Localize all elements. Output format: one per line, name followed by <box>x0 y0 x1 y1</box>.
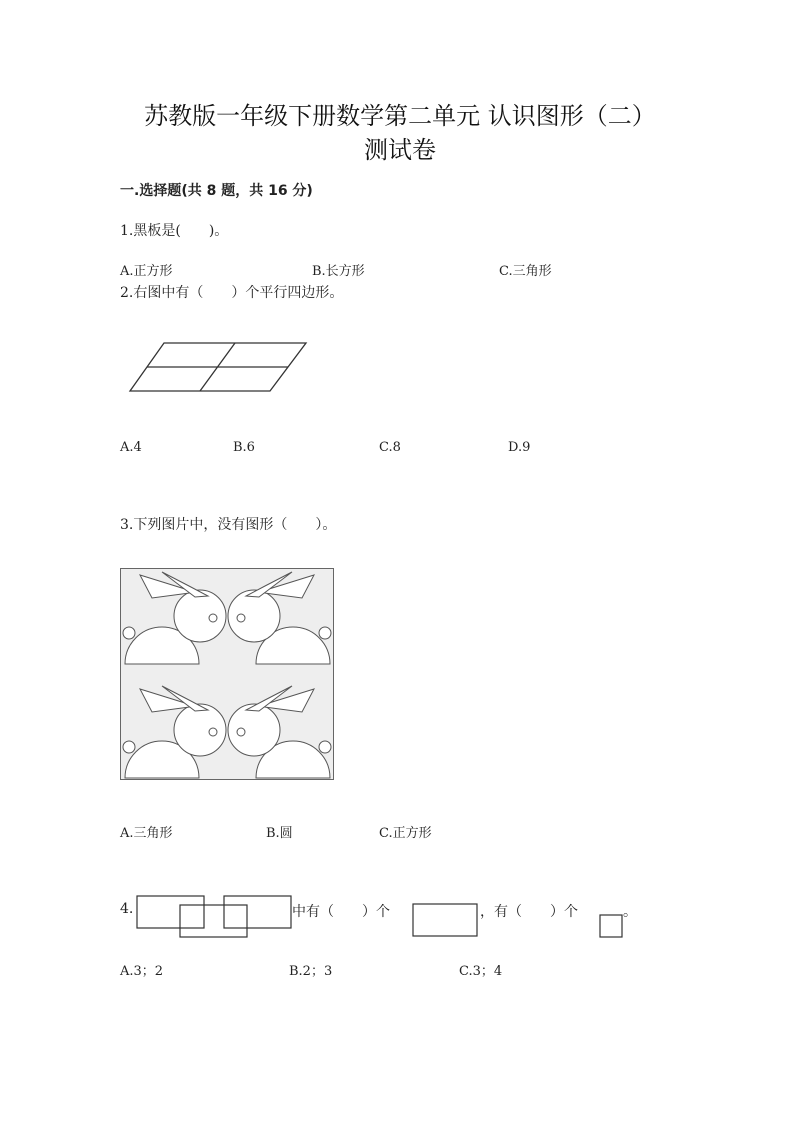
parallelogram-figure <box>128 340 308 394</box>
question-3-text: 3.下列图片中，没有图形（ ）。 <box>120 517 337 533</box>
question-1-text: 1.黑板是( )。 <box>120 223 229 239</box>
doc-title-line2: 测试卷 <box>364 136 436 164</box>
q2-option-b: B.6 <box>233 440 255 455</box>
q1-option-a: A.正方形 <box>120 264 173 279</box>
doc-title-line1: 苏教版一年级下册数学第二单元 认识图形（二） <box>144 102 656 130</box>
section-heading: 一.选择题(共 8 题，共 16 分) <box>120 183 313 199</box>
q3-option-c: C.正方形 <box>379 826 432 841</box>
rabbit-pattern-figure <box>120 568 334 780</box>
q3-option-b: B.圆 <box>266 826 293 841</box>
square-shape <box>599 914 623 938</box>
question-2-text: 2.右图中有（ ）个平行四边形。 <box>120 285 344 301</box>
question-4-end: 。 <box>623 904 637 920</box>
q3-option-a: A.三角形 <box>120 826 173 841</box>
question-4-mid2: ，有（ ）个 <box>480 904 578 920</box>
q1-option-c: C.三角形 <box>499 264 552 279</box>
q2-option-d: D.9 <box>508 440 531 455</box>
question-4-mid1: 中有（ ）个 <box>292 904 390 920</box>
q2-option-c: C.8 <box>379 440 401 455</box>
q1-option-b: B.长方形 <box>312 264 365 279</box>
question-4-prefix: 4. <box>120 901 134 917</box>
q2-option-a: A.4 <box>120 440 142 455</box>
q4-option-c: C.3；4 <box>459 964 503 979</box>
overlapping-rectangles-figure <box>136 895 292 940</box>
q4-option-a: A.3；2 <box>120 964 164 979</box>
rectangle-shape <box>412 903 478 937</box>
q4-option-b: B.2；3 <box>289 964 333 979</box>
